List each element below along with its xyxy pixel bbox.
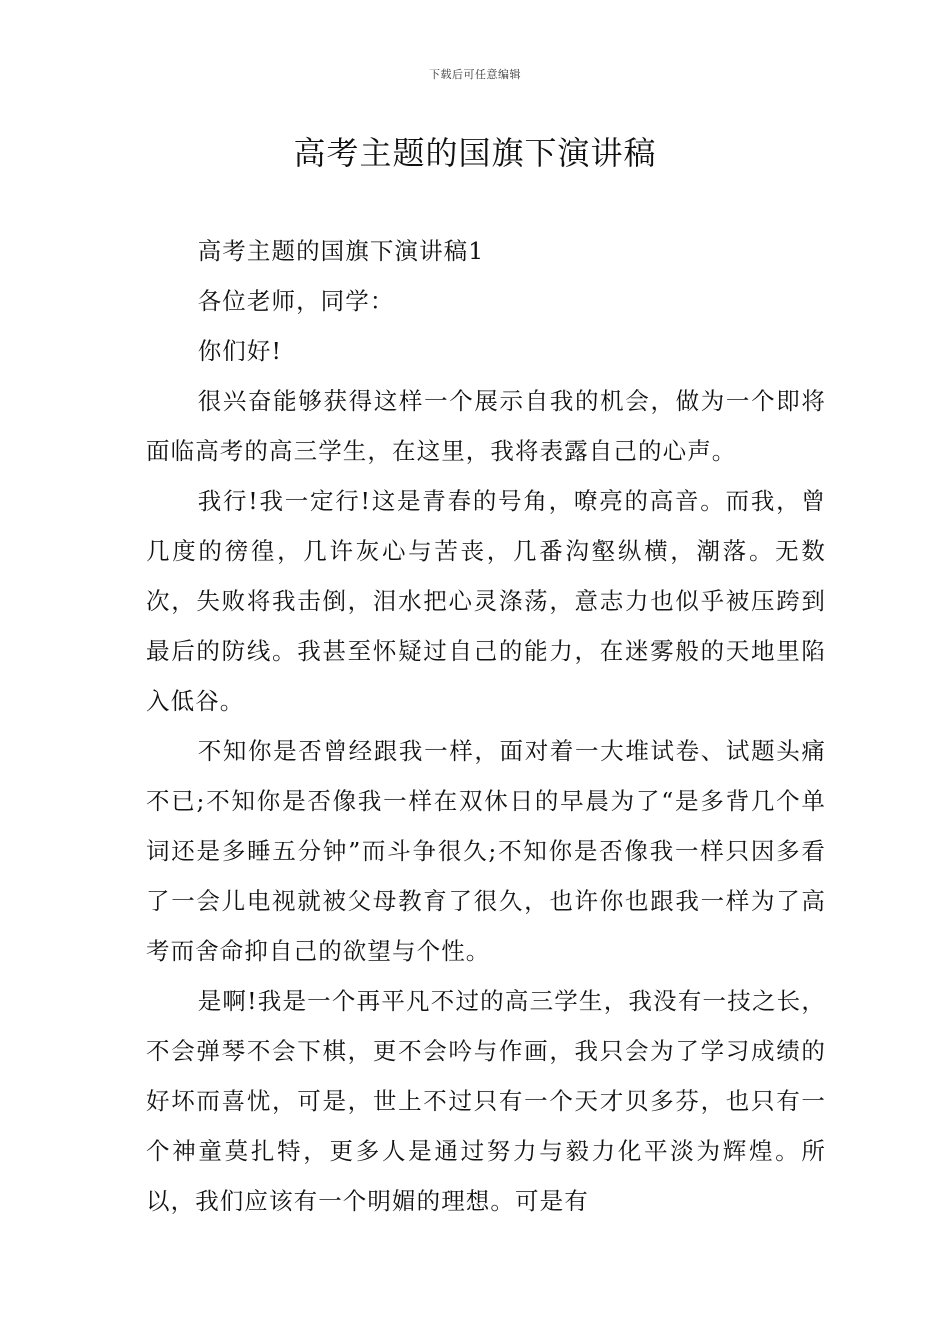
greeting-paragraph: 你们好! — [197, 337, 283, 365]
header-note: 下载后可任意编辑 — [429, 68, 521, 81]
subtitle-paragraph: 高考主题的国旗下演讲稿1 — [197, 237, 485, 265]
body-paragraph: 我行!我一定行!这是青春的号角，嘹亮的高音。而我，曾几度的徬徨，几许灰心与苦丧，几番沟壑纵横，潮落。无数次，失败将我击倒，泪水把心灵涤荡，意志力也似乎被压跨到最后的防线。我甚至怀疑过自己的能力，在迷雾般的天地里陷入低谷。 — [146, 487, 826, 715]
body-paragraph: 很兴奋能够获得这样一个展示自我的机会，做为一个即将面临高考的高三学生，在这里，我将表露自己的心声。 — [146, 387, 826, 465]
document-body — [146, 226, 826, 1226]
document-title: 高考主题的国旗下演讲稿 — [293, 134, 657, 172]
body-paragraph: 不知你是否曾经跟我一样，面对着一大堆试卷、试题头痛不已;不知你是否像我一样在双休日的早晨为了“是多背几个单词还是多睡五分钟”而斗争很久;不知你是否像我一样只因多看了一会儿电视就被父母教育了很久，也许你也跟我一样为了高考而舍命抑自己的欲望与个性。 — [146, 737, 826, 965]
salutation-paragraph: 各位老师，同学： — [197, 287, 395, 315]
body-paragraph: 是啊!我是一个再平凡不过的高三学生，我没有一技之长，不会弹琴不会下棋，更不会吟与作画，我只会为了学习成绩的好坏而喜忧，可是，世上不过只有一个天才贝多芬，也只有一个神童莫扎特，更多人是通过努力与毅力化平淡为辉煌。所以，我们应该有一个明媚的理想。可是有 — [146, 987, 826, 1215]
